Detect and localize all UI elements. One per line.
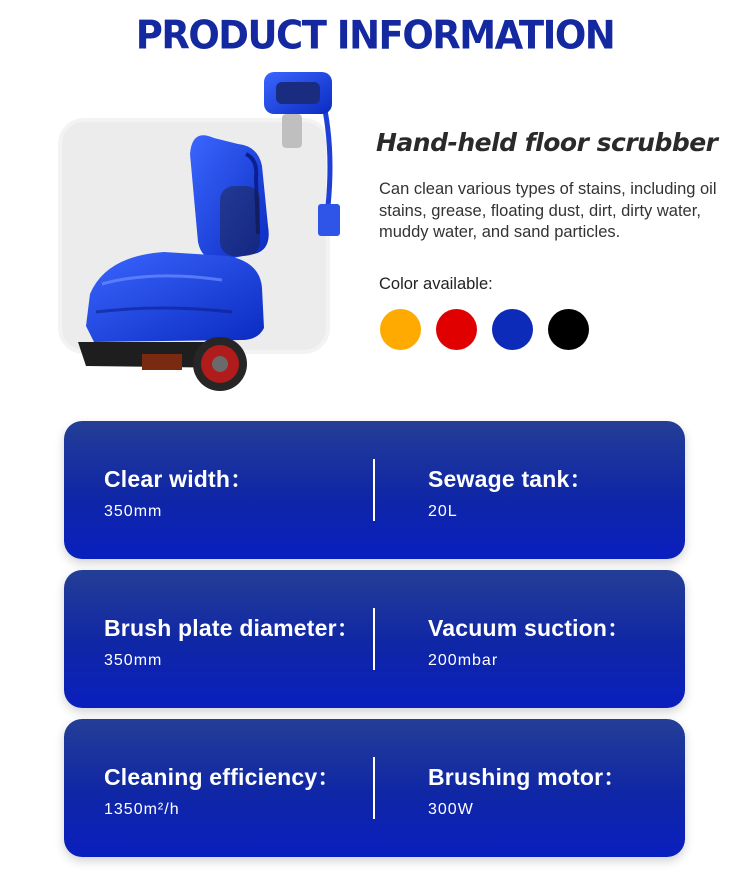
spec-value: 20L	[428, 503, 458, 520]
spec-card	[64, 421, 685, 559]
color-available-label: Color available:	[379, 275, 493, 293]
divider	[373, 757, 375, 819]
spec-item	[104, 610, 360, 670]
spec-value: 300W	[428, 801, 474, 818]
spec-value: 350mm	[104, 503, 163, 520]
color-swatch-blue[interactable]	[492, 309, 533, 350]
spec-value: 1350m²/h	[104, 801, 180, 818]
product-description: Can clean various types of stains, including oil stains, grease, floating dust, dirt, dirty water, muddy water, and sand particles.	[379, 180, 717, 241]
color-swatches	[380, 309, 589, 350]
spec-item	[428, 759, 627, 819]
spec-item	[428, 610, 630, 670]
product-name: Hand-held floor scrubber	[376, 128, 718, 157]
color-swatch-black[interactable]	[548, 309, 589, 350]
spec-label: Clear width：	[104, 466, 254, 492]
spec-label: Brush plate diameter：	[104, 615, 360, 641]
spec-label: Brushing motor：	[428, 764, 627, 790]
spec-item	[104, 461, 253, 521]
page-title: PRODUCT INFORMATION	[135, 12, 615, 59]
spec-value: 200mbar	[428, 652, 499, 669]
divider	[373, 459, 375, 521]
color-swatch-orange[interactable]	[380, 309, 421, 350]
spec-item	[104, 759, 341, 819]
spec-value: 350mm	[104, 652, 163, 669]
spec-card	[64, 570, 685, 708]
floor-scrubber-image	[72, 66, 342, 396]
spec-card	[64, 719, 685, 857]
color-swatch-red[interactable]	[436, 309, 477, 350]
divider	[373, 608, 375, 670]
spec-item	[428, 461, 593, 521]
spec-label: Vacuum suction：	[428, 615, 631, 641]
spec-label: Sewage tank：	[428, 466, 593, 492]
spec-label: Cleaning efficiency：	[104, 764, 341, 790]
